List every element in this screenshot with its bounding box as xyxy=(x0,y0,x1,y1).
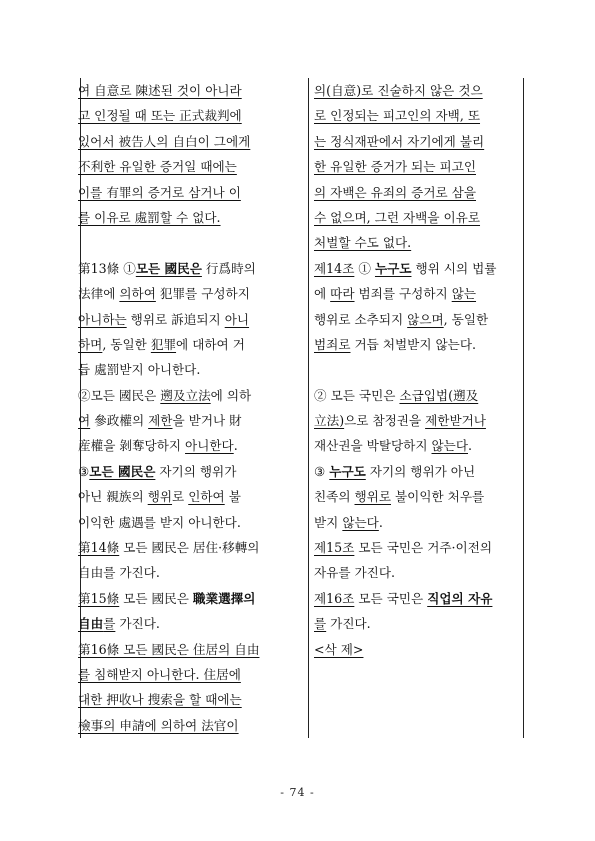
text-line xyxy=(78,205,304,230)
text-line xyxy=(78,637,304,662)
text-segment: 로 xyxy=(172,489,189,505)
text-segment: 범죄로 xyxy=(314,336,351,352)
text-segment: 가진다. xyxy=(326,616,371,632)
text-segment: 제한받거나 xyxy=(425,413,486,429)
text-line xyxy=(314,103,520,128)
text-line xyxy=(314,332,520,357)
text-segment: ②모든 國民은 xyxy=(78,387,161,403)
text-line xyxy=(314,256,520,281)
text-line xyxy=(78,281,304,306)
text-segment: 제14조 xyxy=(314,260,355,276)
text-segment: 모든 국민은 거주·이전의 xyxy=(354,540,493,556)
text-line xyxy=(78,586,304,611)
text-line xyxy=(78,611,304,636)
table-right-border xyxy=(523,78,524,738)
text-segment: 행위 xyxy=(147,489,173,505)
text-segment: 立法) xyxy=(314,413,345,429)
text-segment: 인하여 xyxy=(188,489,225,505)
text-segment: 自由 xyxy=(78,616,104,632)
text-line xyxy=(314,586,520,611)
text-segment: 여 自意로 陳述된 것이 아니라 xyxy=(78,83,242,98)
text-segment: 범죄를 구성하지 xyxy=(354,286,452,302)
text-segment: 自由를 가진다. xyxy=(78,565,160,581)
text-line xyxy=(314,713,520,738)
text-segment: 고 인정될 때 또는 正式裁判에 xyxy=(78,108,242,124)
text-line xyxy=(78,180,304,205)
text-line xyxy=(314,357,520,382)
text-segment: 않는 xyxy=(451,286,477,302)
text-segment: 아니 xyxy=(224,311,250,327)
text-segment: 의하여 xyxy=(119,286,156,302)
text-segment: 職業選擇의 xyxy=(192,590,256,606)
text-segment: . xyxy=(378,514,383,530)
text-segment: 여 xyxy=(78,413,91,429)
text-segment: 불이익한 처우를 xyxy=(391,489,485,505)
old-text-column xyxy=(78,78,304,738)
text-segment: 처벌할 수도 없다. xyxy=(314,235,412,251)
text-segment: 이익한 處遇를 받지 아니한다. xyxy=(78,514,241,530)
text-segment: ① xyxy=(354,260,375,276)
text-segment: 직업의 자유 xyxy=(427,590,493,606)
text-segment: 不利한 유일한 증거일 때에는 xyxy=(78,159,237,175)
text-segment: , 동일한 xyxy=(102,336,151,352)
text-segment: 가진다. xyxy=(115,616,160,632)
text-segment: 第14條 xyxy=(78,540,120,556)
text-segment: 아니하는 xyxy=(78,311,127,327)
text-line xyxy=(78,433,304,458)
text-segment: 로 인정되는 피고인의 자백, 또 xyxy=(314,108,481,124)
text-segment: 犯罪 xyxy=(150,336,177,352)
text-segment: 제한 xyxy=(148,413,173,429)
text-segment: 모든 국민은 xyxy=(354,590,428,606)
text-line xyxy=(78,713,304,738)
text-line xyxy=(314,560,520,585)
text-segment: <삭 제> xyxy=(314,641,364,657)
text-segment: 받지 xyxy=(314,514,343,530)
text-segment: 을 받거나 財 xyxy=(172,413,242,429)
text-segment: 法律에 xyxy=(78,286,120,302)
text-segment: 모든 國民은 xyxy=(119,590,193,606)
text-segment: ② 모든 국민은 xyxy=(314,387,400,403)
text-segment: 檢事의 申請에 의하여 法官이 xyxy=(78,717,239,733)
text-line xyxy=(314,383,520,408)
text-segment: 있어서 被告人의 自白이 그에게 xyxy=(78,133,251,149)
text-line xyxy=(314,535,520,560)
text-segment: 누구도 xyxy=(374,260,412,276)
text-line xyxy=(78,256,304,281)
text-line xyxy=(314,459,520,484)
text-segment: . xyxy=(233,438,238,454)
text-segment: 에 의하 xyxy=(210,387,252,403)
text-segment: 모든 國民은 xyxy=(135,260,202,276)
text-segment: 행위 시의 법률 xyxy=(411,260,497,276)
text-segment: 자기의 행위가 아닌 xyxy=(365,463,476,479)
text-segment: 소급입법(遡及 xyxy=(399,387,479,403)
text-line xyxy=(78,687,304,712)
text-segment: 參政權의 xyxy=(90,413,149,429)
text-segment: , 동일한 xyxy=(443,311,489,327)
text-line xyxy=(314,230,520,255)
text-line xyxy=(314,78,520,103)
text-line xyxy=(314,129,520,154)
text-segment: 第15條 xyxy=(78,590,120,606)
text-segment: 이를 有罪의 증거로 삼거나 이 xyxy=(78,184,241,200)
text-line xyxy=(314,611,520,636)
text-segment: 수 없으며, 그런 자백을 이유로 xyxy=(314,209,481,225)
text-line xyxy=(314,205,520,230)
text-segment: 행위로 訴追되지 xyxy=(126,311,225,327)
text-line xyxy=(78,560,304,585)
text-line xyxy=(314,662,520,687)
text-segment: 아니한다 xyxy=(185,438,234,454)
text-segment: 않으며 xyxy=(407,311,444,327)
text-segment: 犯罪를 구성하지 xyxy=(155,286,250,302)
text-segment: 에 대하여 거 xyxy=(176,336,245,352)
text-line xyxy=(314,180,520,205)
text-segment: 아닌 親族의 xyxy=(78,489,148,505)
text-line xyxy=(314,433,520,458)
text-segment: 으로 참정권을 xyxy=(344,413,426,429)
text-line xyxy=(314,484,520,509)
text-segment: 하며 xyxy=(78,336,103,352)
table-center-divider xyxy=(308,78,309,738)
text-line xyxy=(78,332,304,357)
text-segment: 모든 國民은 xyxy=(89,463,156,479)
text-line xyxy=(78,510,304,535)
text-line xyxy=(78,535,304,560)
text-segment: 자유를 가진다. xyxy=(314,565,395,581)
text-segment: . xyxy=(468,438,473,454)
text-line xyxy=(78,357,304,382)
text-line xyxy=(314,687,520,712)
text-segment: 産權을 剝奪당하지 xyxy=(78,438,186,454)
text-line xyxy=(78,129,304,154)
text-segment: 자기의 행위가 xyxy=(155,463,237,479)
text-segment: 재산권을 박탈당하지 xyxy=(314,438,432,454)
text-line xyxy=(314,281,520,306)
text-segment: ③ xyxy=(314,463,330,479)
text-segment: 를 xyxy=(103,616,116,632)
text-segment: 않는다 xyxy=(342,514,379,530)
text-segment: 는 정식재판에서 자기에게 불리 xyxy=(314,133,485,149)
text-segment: 모든 國民은 居住·移轉의 xyxy=(119,540,260,556)
text-line xyxy=(78,307,304,332)
text-segment: 第13條 ① xyxy=(78,260,136,276)
comparison-table xyxy=(74,78,524,738)
text-segment: 를 침해받지 아니한다. 住居에 xyxy=(78,666,241,682)
text-segment: 를 이유로 處罰할 수 없다. xyxy=(78,209,221,225)
new-text-column xyxy=(314,78,520,738)
text-line xyxy=(78,484,304,509)
text-segment: 않는다 xyxy=(431,438,468,454)
text-segment: 第16條 모든 國民은 住居의 自由 xyxy=(78,641,260,657)
text-segment: 대한 押收나 搜索을 할 때에는 xyxy=(78,692,242,708)
text-segment: 行爲時의 xyxy=(201,260,256,276)
text-segment: 를 xyxy=(314,616,327,632)
text-segment: 불 xyxy=(224,489,241,505)
text-line xyxy=(78,230,304,255)
text-line xyxy=(78,103,304,128)
page-number: - 74 - xyxy=(280,786,315,799)
text-line xyxy=(78,459,304,484)
text-line xyxy=(314,510,520,535)
text-segment: 에 xyxy=(314,286,331,302)
text-line xyxy=(314,154,520,179)
text-segment: 의 자백은 유죄의 증거로 삼을 xyxy=(314,184,476,200)
text-line xyxy=(314,307,520,332)
text-segment: 친족의 xyxy=(314,489,355,505)
text-line xyxy=(78,154,304,179)
text-segment: 행위로 xyxy=(354,489,391,505)
text-segment: ③ xyxy=(78,463,90,479)
text-segment: 누구도 xyxy=(329,463,366,479)
text-segment: 의(自意)로 진술하지 않은 것으 xyxy=(314,83,483,98)
text-line xyxy=(78,383,304,408)
text-segment: 제15조 xyxy=(314,540,355,556)
text-line xyxy=(314,408,520,433)
text-segment: 행위로 소추되지 xyxy=(314,311,408,327)
text-line xyxy=(78,78,304,103)
text-segment: 제16조 xyxy=(314,590,355,606)
text-line xyxy=(78,662,304,687)
text-segment: 거듭 처벌받지 않는다. xyxy=(350,336,477,352)
text-segment: 따라 xyxy=(330,286,355,302)
text-segment: 듭 處罰받지 아니한다. xyxy=(78,362,201,378)
text-segment: 한 유일한 증거가 되는 피고인 xyxy=(314,159,476,175)
text-line xyxy=(78,408,304,433)
text-segment: 遡及立法 xyxy=(160,387,211,403)
text-line xyxy=(314,637,520,662)
